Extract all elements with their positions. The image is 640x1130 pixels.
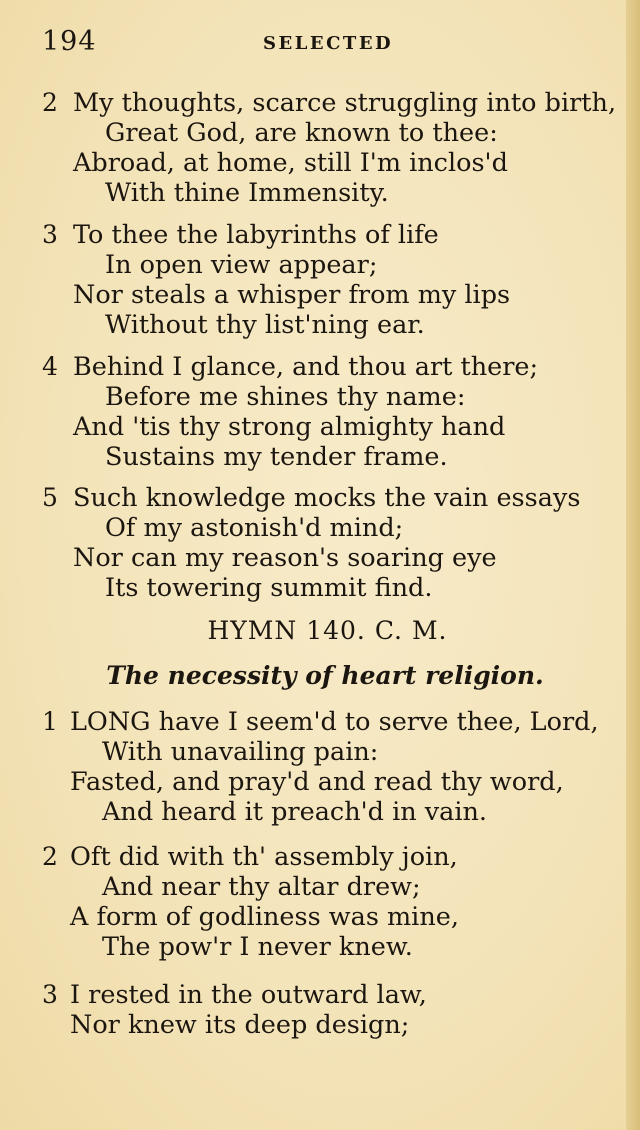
verse-line: My thoughts, scarce struggling into birth, [73,88,617,118]
verse-line: To thee the labyrinths of life [73,220,439,250]
verse-line: Its towering summit find. [105,573,433,603]
verse-line: Fasted, and pray'd and read thy word, [70,767,564,797]
verse-line: Of my astonish'd mind; [105,513,404,543]
verse-line: Great God, are known to thee: [105,118,498,148]
verse-line: With unavailing pain: [102,737,379,767]
stanza-number: 5 [42,483,58,512]
stanza-number: 2 [42,842,58,871]
verse-line: Oft did with th' assembly join, [70,842,458,872]
stanza-number: 2 [42,88,58,117]
page-edge [626,0,640,1130]
verse-line: Without thy list'ning ear. [105,310,425,340]
verse-line: LONG have I seem'd to serve thee, Lord, [70,707,599,737]
verse-line: Such knowledge mocks the vain essays [73,483,581,513]
verse-line: And near thy altar drew; [102,872,421,902]
verse-line: With thine Immensity. [105,178,389,208]
page-number: 194 [42,26,97,57]
stanza-number: 3 [42,980,58,1009]
verse-line: Abroad, at home, still I'm inclos'd [73,148,508,178]
verse-line: The pow'r I never knew. [102,932,413,962]
stanza-number: 1 [42,707,58,736]
verse-line: Nor steals a whisper from my lips [73,280,511,310]
hymn-subtitle: The necessity of heart religion. [106,661,544,690]
verse-line: Before me shines thy name: [105,382,466,412]
stanza-number: 3 [42,220,58,249]
verse-line: Nor can my reason's soaring eye [73,543,497,573]
verse-line: I rested in the outward law, [70,980,427,1010]
stanza-number: 4 [42,352,58,381]
verse-line: Behind I glance, and thou art there; [73,352,539,382]
verse-line: And heard it preach'd in vain. [102,797,488,827]
verse-line: A form of godliness was mine, [70,902,459,932]
verse-line: Nor knew its deep design; [70,1010,410,1040]
hymn-title: HYMN 140. C. M. [207,616,448,645]
running-head: SELECTED [263,33,394,54]
verse-line: And 'tis thy strong almighty hand [73,412,506,442]
verse-line: In open view appear; [105,250,378,280]
verse-line: Sustains my tender frame. [105,442,448,472]
